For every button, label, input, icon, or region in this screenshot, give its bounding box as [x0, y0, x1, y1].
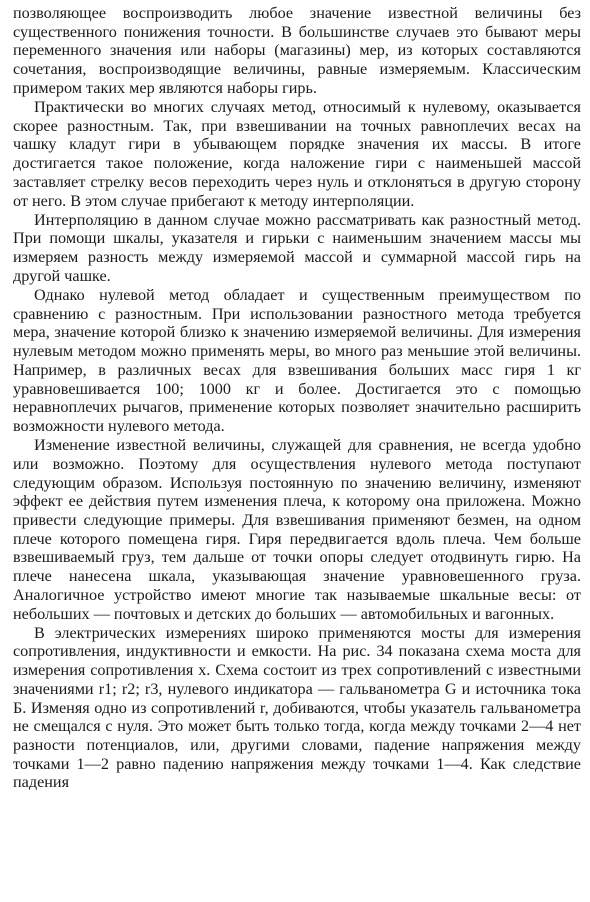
paragraph-null-method-advantage: Однако нулевой метод обладает и существенным преимуществом по сравнению с разностным. При использовании разностного метода требуется мера, значение которой близко к значению измеряемой величины. Для измерения нулевым методом можно применять меры, во много раз меньшие этой величины. Например, в различных весах для взвешивания больших масс гиря 1 кг уравновешивается 100; 1000 кг и более. Достигается это с помощью неравноплечих рычагов, применение которых позволяет значительно расширить возможности нулевого метода. [13, 286, 581, 435]
paragraph-continued: позволяющее воспроизводить любое значение известной величины без существенного понижения точности. В большинстве случаев это бывают меры переменного значения или наборы (магазины) мер, из которых составляются сочетания, воспроизводящие величины, равные измеряемым. Классическим примером таких мер являются наборы гирь. [13, 4, 581, 97]
paragraph-bridge-measurement: В электрических измерениях широко применяются мосты для измерения сопротивления, индуктивности и емкости. На рис. 34 показана схема моста для измерения сопротивления x. Схема состоит из трех сопротивлений с известными значениями r1; r2; r3, нулевого индикатора — гальванометра G и источника тока Б. Изменяя одно из сопротивлений r, добиваются, чтобы указатель гальванометра не смещался с нуля. Это может быть только тогда, когда между точками 2—4 нет разности потенциалов, или, другими словами, падение напряжения между точками 1—2 равно падению напряжения между точками 1—4. Как следствие падения [13, 623, 581, 792]
paragraph-lever-scales: Изменение известной величины, служащей для сравнения, не всегда удобно или возможно. Поэтому для осуществления нулевого метода поступают следующим образом. Используя постоянную по значению величину, изменяют эффект ее действия путем изменения плеча, к которому она приложена. Можно привести следующие примеры. Для взвешивания применяют безмен, на одном плече которого помещена гиря. Гиря передвигается вдоль плеча. Чем больше взвешиваемый груз, тем дальше от точки опоры следует отодвинуть гирю. На плече нанесена шкала, указывающая значение уравновешенного груза. Аналогичное устройство имеют многие так называемые шкальные весы: от небольших — почтовых и детских до больших — автомобильных и вагонных. [13, 436, 581, 623]
paragraph-interpolation: Интерполяцию в данном случае можно рассматривать как разностный метод. При помощи шкалы, указателя и гирьки с наименьшим значением массы мы измеряем разность между измеряемой массой и суммарной массой гирь на другой чашке. [13, 210, 581, 285]
paragraph-difference-method: Практически во многих случаях метод, относимый к нулевому, оказывается скорее разностным. Так, при взвешивании на точных равноплечих весах на чашку кладут гири в убывающем порядке значения их массы. В итоге достигается такое положение, когда наложение гири с наименьшей массой заставляет стрелку весов переходить через нуль и отклоняться в другую сторону от него. В этом случае прибегают к методу интерполяции. [13, 98, 581, 210]
